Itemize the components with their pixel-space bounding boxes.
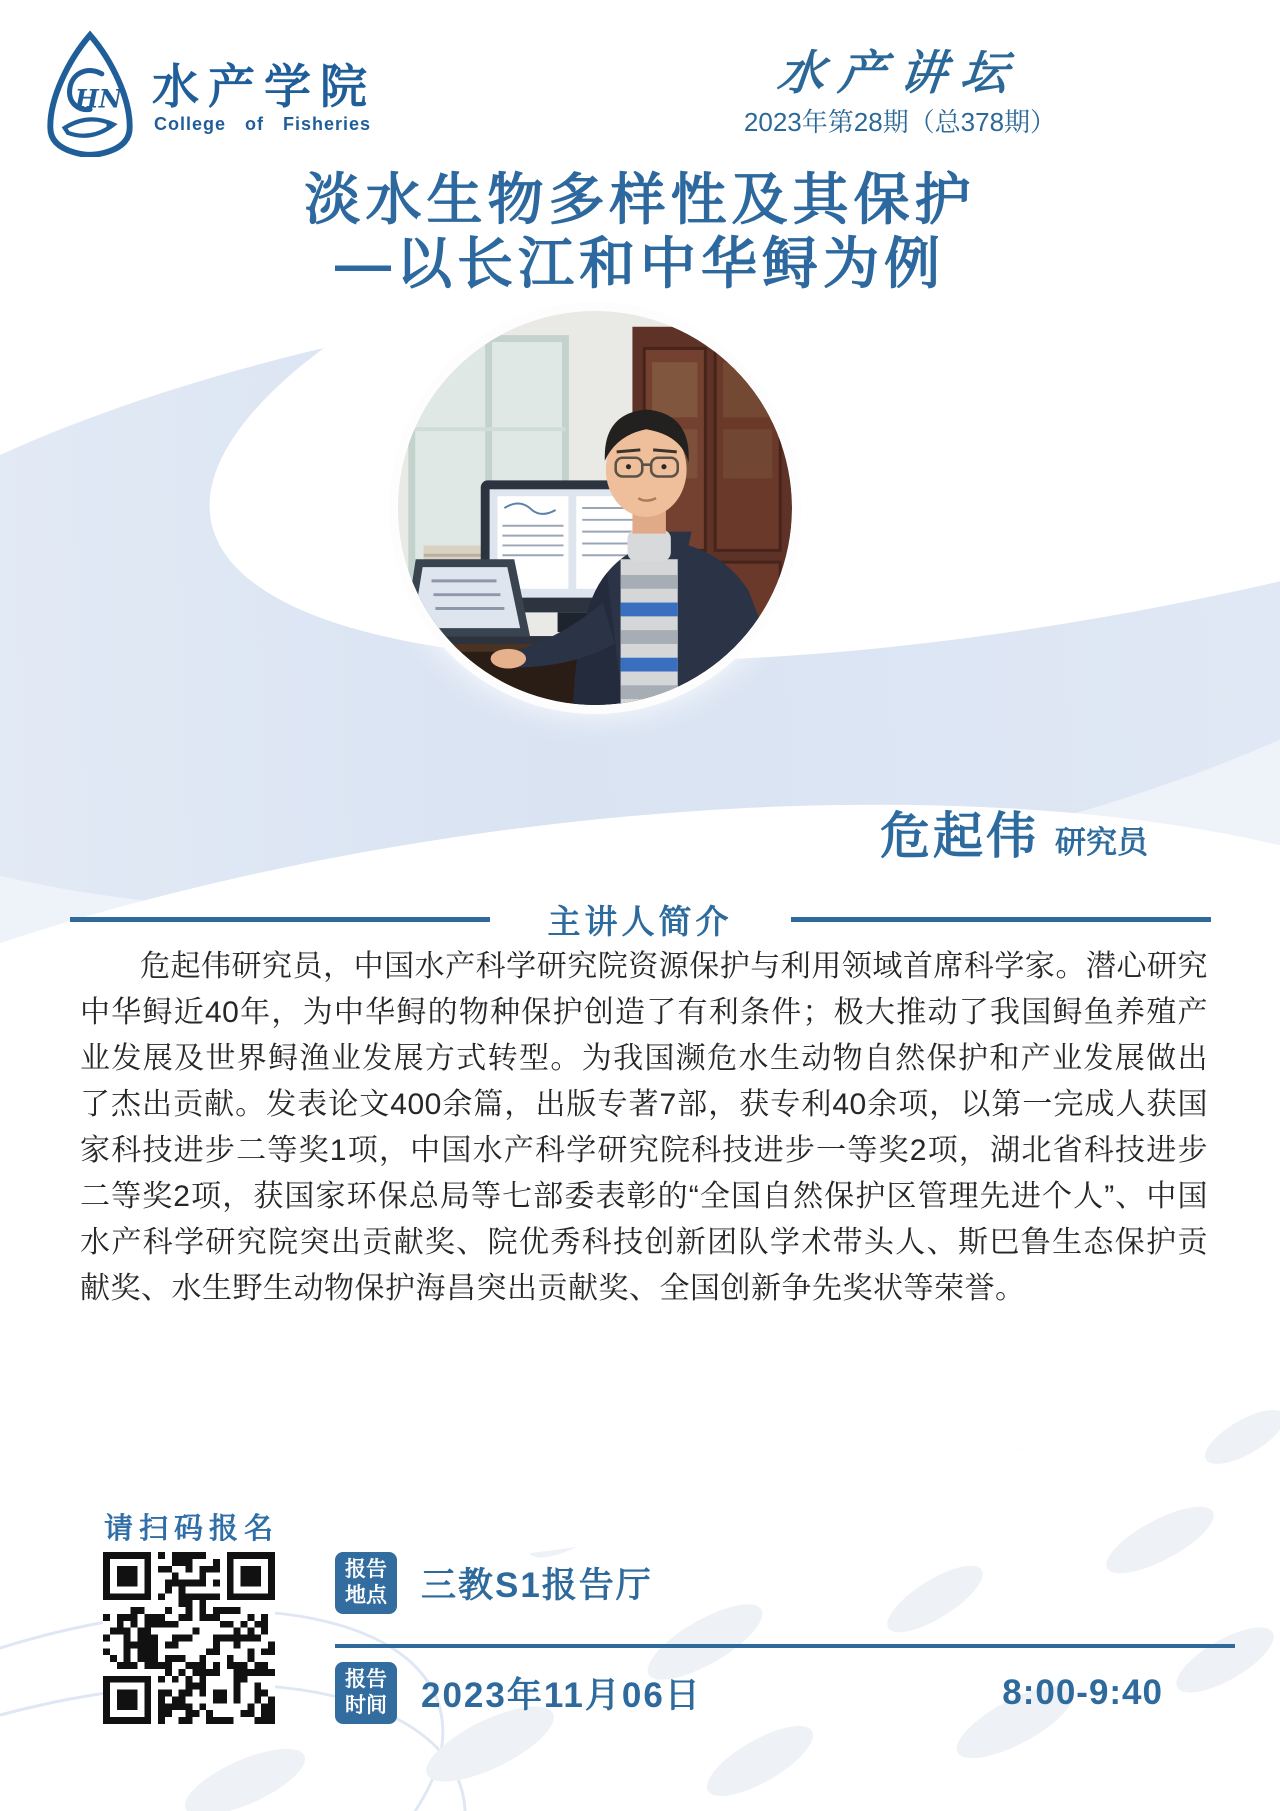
- speaker-name: 危起伟: [880, 808, 1039, 864]
- college-name-en: College of Fisheries: [154, 114, 372, 134]
- qr-code-image: [103, 1552, 275, 1724]
- speaker-name-block: [880, 796, 1148, 868]
- location-badge-line1: 报告: [345, 1558, 387, 1581]
- qr-signup-label: 请扫码报名: [104, 1513, 280, 1545]
- college-name: 水产学院: [152, 60, 376, 113]
- time-value: 8:00-9:40: [1002, 1673, 1163, 1712]
- speaker-job-title: 研究员: [1055, 825, 1148, 860]
- time-badge: [335, 1662, 397, 1724]
- date-value: 2023年11月06日: [421, 1676, 702, 1715]
- footer-divider: [335, 1644, 1235, 1648]
- lecture-title: [0, 168, 1280, 296]
- fish-watermark: [1198, 1400, 1280, 1474]
- bio-section-title: 主讲人简介: [547, 903, 733, 940]
- location-value: 三教S1报告厅: [421, 1566, 653, 1605]
- forum-issue: 2023年第28期（总378期）: [743, 107, 1057, 137]
- location-badge-line2: 地点: [345, 1584, 387, 1607]
- college-logo-icon: [36, 30, 144, 157]
- speaker-bio-text: 危起伟研究员，中国水产科学研究院资源保护与利用领域首席科学家。潜心研究中华鲟近40年，为中华鲟的物种保护创造了有利条件；极大推动了我国鲟鱼养殖产业发展及世界鲟渔业发展方式转型。为我国濒危水生动物自然保护和产业发展做出了杰出贡献。发表论文400余篇，出版专著7部，获专利40余项，以第一完成人获国家科技进步二等奖1项，中国水产科学研究院科技进步一等奖2项，湖北省科技进步二等奖2项，获国家环保总局等七部委表彰的“全国自然保护区管理先进个人”、中国水产科学研究院突出贡献奖、院优秀科技创新团队学术带头人、斯巴鲁生态保护贡献奖、水生野生动物保护海昌突出贡献奖、全国创新争先奖状等荣誉。: [80, 950, 1208, 1305]
- lecture-title-line2: —以长江和中华鲟为例: [335, 232, 945, 295]
- bio-header-rule-right: [791, 917, 1211, 922]
- qr-code: [103, 1552, 275, 1724]
- time-badge-line1: 报告: [345, 1668, 387, 1691]
- logo-monogram: HN: [74, 83, 122, 114]
- report-location-row: [335, 1552, 1235, 1614]
- speaker-photo-illustration: [398, 311, 792, 705]
- bio-section-header: [0, 896, 1280, 943]
- location-badge: [335, 1552, 397, 1614]
- forum-name: 水产讲坛: [774, 46, 1025, 101]
- speaker-photo: [389, 302, 801, 714]
- college-logo: [36, 30, 144, 156]
- fish-watermark: [698, 1713, 823, 1809]
- bio-header-rule-left: [70, 917, 490, 922]
- lecture-title-line1: 淡水生物多样性及其保护: [304, 168, 976, 231]
- report-time-row: [335, 1662, 1235, 1724]
- time-badge-line2: 时间: [345, 1694, 387, 1717]
